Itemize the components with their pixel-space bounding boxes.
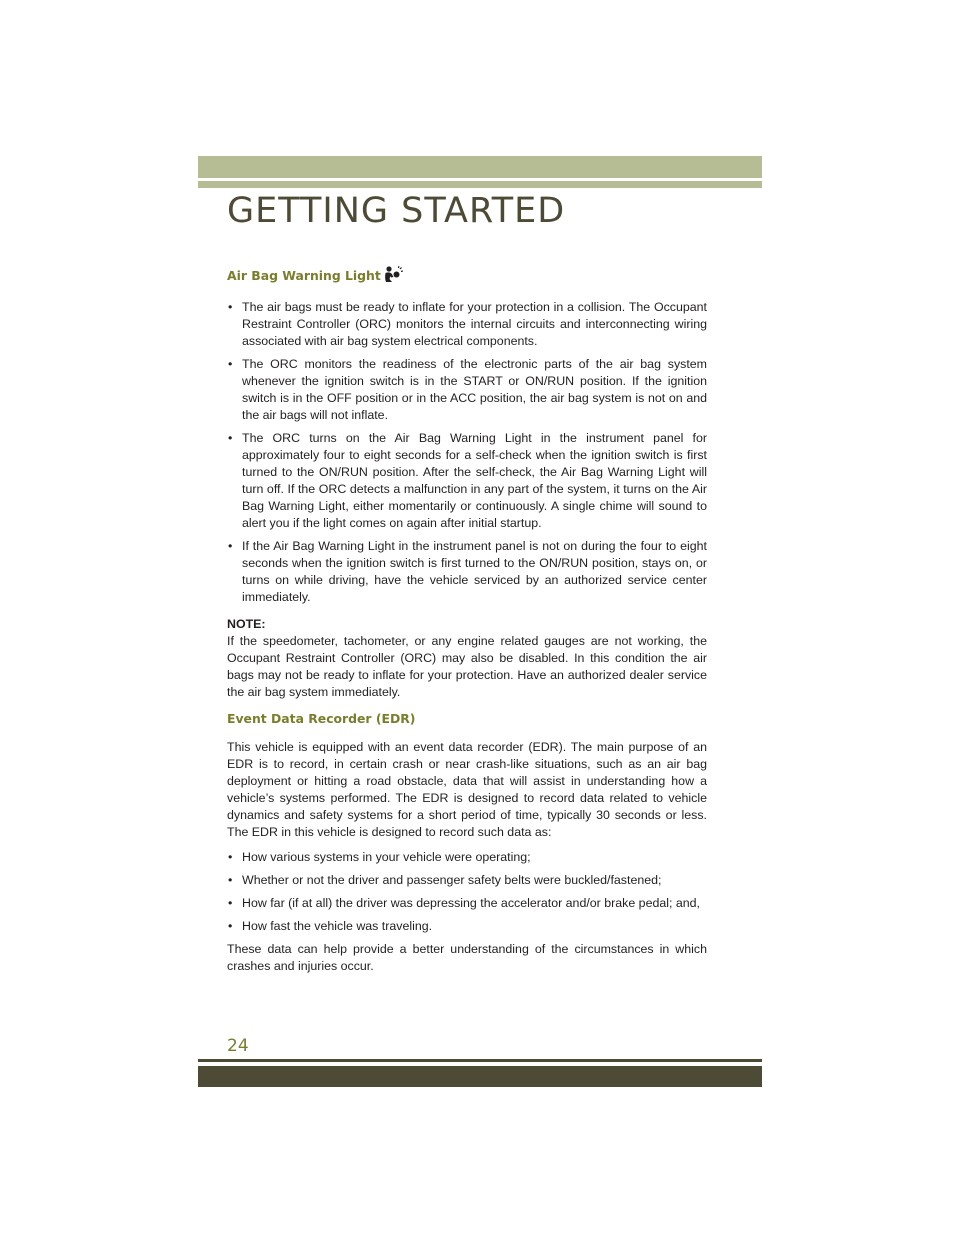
page-number: 24 bbox=[227, 1036, 249, 1056]
list-item: • How various systems in your vehicle were operating; bbox=[227, 849, 707, 866]
note-text: If the speedometer, tachometer, or any engine related gauges are not working, the Occupant Restraint Controller (ORC) may also be disabled. In this condition the air bags may not be ready to inflate for your protection. Have an authorized dealer service the air bag system immediately. bbox=[227, 634, 707, 699]
list-item: • How fast the vehicle was traveling. bbox=[227, 918, 707, 935]
edr-closing: These data can help provide a better understanding of the circumstances in which crashes and injuries occur. bbox=[227, 942, 707, 973]
header-stripe bbox=[198, 181, 762, 188]
list-item: • The ORC monitors the readiness of the electronic parts of the air bag system whenever the ignition switch is in the START or ON/RUN position. If the ignition switch is in the OFF position or in the ACC position, the air bag system is not on and the air bags will not inflate. bbox=[227, 356, 707, 424]
footer-band bbox=[198, 1066, 762, 1087]
edr-intro: This vehicle is equipped with an event data recorder (EDR). The main purpose of an EDR is to record, in certain crash or near crash-like situations, such as an air bag deployment or hitting a road obstacle, data that will assist in understanding how a vehicle’s systems performed. The EDR is designed to record data related to vehicle dynamics and safety systems for a short period of time, typically 30 seconds or less. The EDR in this vehicle is designed to record such data as: bbox=[227, 740, 707, 839]
footer-stripe bbox=[198, 1059, 762, 1062]
note-label: NOTE: bbox=[227, 617, 266, 631]
airbag-heading-text: Air Bag Warning Light bbox=[227, 268, 381, 283]
list-item: • How far (if at all) the driver was depressing the accelerator and/or brake pedal; and, bbox=[227, 895, 707, 912]
airbag-section-heading bbox=[227, 266, 707, 289]
list-item: • Whether or not the driver and passenger safety belts were buckled/fastened; bbox=[227, 872, 707, 889]
list-item: • If the Air Bag Warning Light in the instrument panel is not on during the four to eight seconds when the ignition switch is first turned to the ON/RUN position, stays on, or turns on while driving, have the vehicle serviced by an authorized service center immediately. bbox=[227, 538, 707, 606]
header-band bbox=[198, 156, 762, 178]
airbag-bullet-list bbox=[227, 299, 707, 606]
section-title: GETTING STARTED bbox=[227, 191, 566, 231]
page-content bbox=[227, 266, 707, 983]
edr-section-heading: Event Data Recorder (EDR) bbox=[227, 711, 416, 726]
airbag-warning-icon bbox=[383, 266, 403, 289]
list-item: • The ORC turns on the Air Bag Warning Light in the instrument panel for approximately four to eight seconds for a self-check when the ignition switch is first turned to the ON/RUN position. After the self-check, the Air Bag Warning Light will turn off. If the ORC detects a malfunction in any part of the system, it turns on the Air Bag Warning Light, either momentarily or continuously. A single chime will sound to alert you if the light comes on again after initial startup. bbox=[227, 430, 707, 532]
edr-bullet-list bbox=[227, 849, 707, 935]
list-item: • The air bags must be ready to inflate for your protection in a collision. The Occupant Restraint Controller (ORC) monitors the internal circuits and interconnecting wiring associated with air bag system electrical components. bbox=[227, 299, 707, 350]
